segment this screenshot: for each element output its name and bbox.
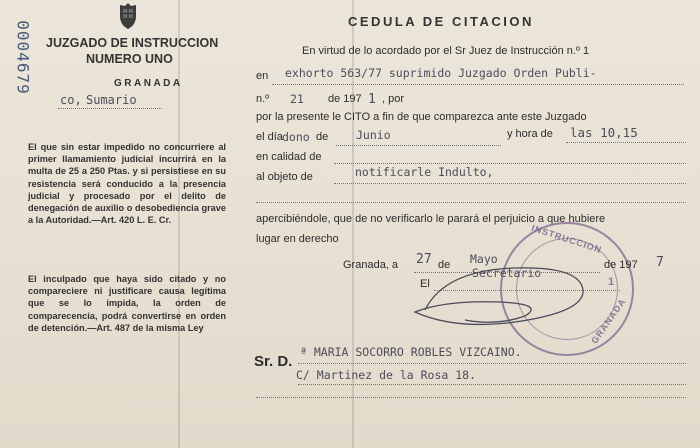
seal-top-text: INSTRUCCION [530, 222, 604, 256]
capacity-line [334, 163, 686, 164]
date-month: Mayo [470, 252, 498, 266]
blank-line [256, 202, 686, 203]
hour-label: y hora de [507, 128, 553, 140]
month-line [336, 145, 501, 146]
case-line [272, 84, 684, 85]
date-year-digit: 7 [656, 255, 664, 270]
seal-numeral: 1 [608, 276, 616, 288]
warning-line2: lugar en derecho [256, 233, 339, 245]
procedure-line [58, 108, 162, 109]
numero-label: n.º [256, 93, 270, 105]
court-name-line1: JUZGADO DE INSTRUCCION [46, 36, 219, 50]
cito-line: por la presente le CITO a fin de que comparezca ante este Juzgado [256, 111, 587, 123]
purpose-line [334, 183, 686, 184]
coat-of-arms-icon [114, 2, 142, 35]
secretary-el-label: El [420, 278, 430, 290]
hour-value: las 10,15 [570, 125, 638, 140]
month-de-label: de [316, 131, 329, 143]
capacity-label: en calidad de [256, 151, 322, 163]
month-value: Junio [356, 128, 391, 142]
date-year-label: de 197 [604, 259, 638, 271]
note-non-appearance-fine: El que sin estar impedido no concurriere al primer llamamiento judicial incurrirá en la multa de 25 a 250 Ptas. y si persistiese en su resistencia será conducido a la presencia judicial y procesado por el delito de denegación de auxilio o desobediencia grave a la Autoridad.—Art. 420 L. E. Cr. [28, 142, 226, 226]
recipient-extra-line [256, 397, 686, 398]
note-detention-warning: El inculpado que haya sido citado y no compareciere ni justificare causa legítima que se lo impida, la orden de comparecencia, podrá convertirse en orden de detención.—Art. 487 de la misma Ley [28, 274, 226, 333]
purpose-label: al objeto de [256, 171, 313, 183]
recipient-address: C/ Martinez de la Rosa 18. [296, 368, 477, 382]
case-reference: exhorto 563/77 suprimido Juzgado Orden Publi- [285, 66, 597, 80]
recipient-label: Sr. D. [254, 353, 293, 370]
year-label: de 197 [328, 93, 362, 105]
court-name-line2: NUMERO UNO [86, 52, 173, 66]
numero-value: 21 [290, 92, 304, 106]
en-label: en [256, 70, 269, 82]
day-value: dono [282, 130, 310, 144]
year-digit: 1 [368, 92, 376, 107]
recipient-address-line [298, 384, 686, 385]
procedure-prefix: co, [60, 93, 82, 107]
hour-line [566, 142, 686, 143]
por-label: , por [382, 93, 405, 105]
serial-number: 0004679 [13, 20, 33, 95]
warning-line1: apercibiéndole, que de no verificarlo le parará el perjuicio a que hubiere [256, 213, 606, 225]
procedure-type: Sumario [86, 93, 137, 107]
intro-text: En virtud de lo acordado por el Sr Juez de Instrucción n.º 1 [302, 45, 590, 57]
city-date-label: Granada, a [343, 259, 399, 271]
seal-city-text: GRANADA [589, 296, 628, 346]
recipient-name-line [298, 363, 686, 364]
secretary-title: Secretario [472, 266, 542, 280]
purpose-value: notificarle Indulto, [355, 165, 494, 179]
day-label: el día [256, 131, 283, 143]
secretary-signature [405, 250, 605, 345]
recipient-name: ª MARIA SOCORRO ROBLES VIZCAINO. [300, 345, 522, 359]
date-day: 27 [416, 252, 432, 267]
date-de-label: de [438, 259, 451, 271]
document-title: CEDULA DE CITACION [348, 14, 534, 29]
court-city: GRANADA [114, 78, 183, 89]
